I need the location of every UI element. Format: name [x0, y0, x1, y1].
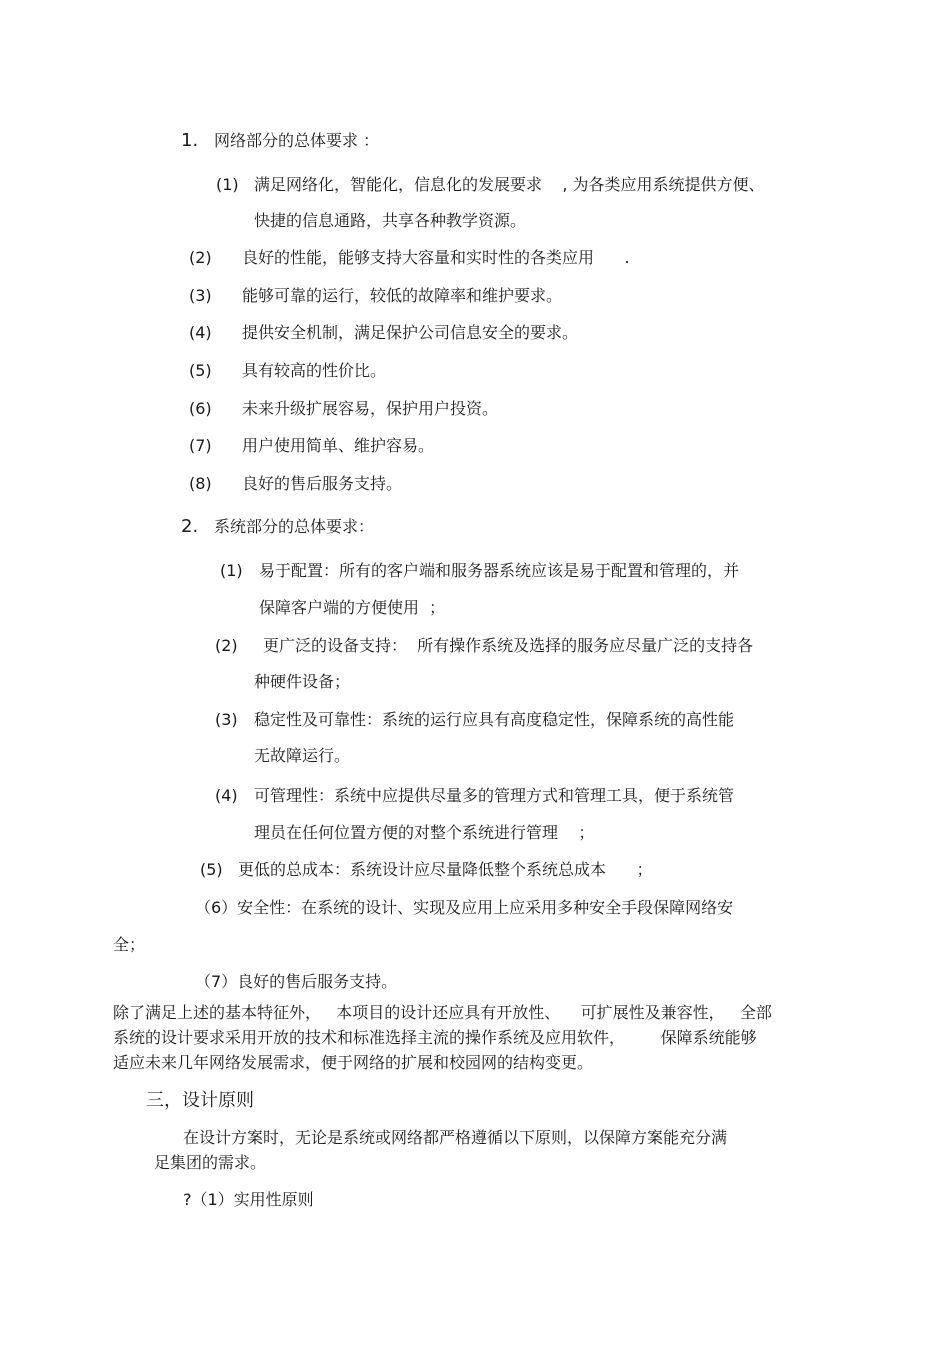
system-item-1-number: (1) [220, 561, 243, 580]
network-item-2-text: 良好的性能，能够支持大容量和实时性的各类应用 . [242, 248, 630, 267]
system-item-2-number: (2) [215, 636, 238, 655]
network-item-8-text: 良好的售后服务支持。 [242, 474, 403, 493]
system-item-3-line1: 稳定性及可靠性：系统的运行应具有高度稳定性，保障系统的高性能 [254, 710, 735, 729]
network-item-3-text: 能够可靠的运行，较低的故障率和维护要求。 [242, 286, 563, 305]
system-item-3-line2: 无故障运行。 [254, 746, 351, 765]
section-number-2: 2. [181, 516, 199, 537]
network-item-5-number: (5) [189, 361, 212, 380]
network-item-1-line2: 快捷的信息通路，共享各种教学资源。 [254, 211, 527, 230]
principles-intro-line-2: 足集团的需求。 [154, 1153, 267, 1172]
system-item-5-text: 更低的总成本：系统设计应尽量降低整个系统总成本 ； [238, 860, 653, 879]
network-item-1-number: (1) [216, 175, 239, 194]
network-item-8-number: (8) [189, 474, 212, 493]
principles-heading: 三，设计原则 [146, 1090, 254, 1111]
principles-intro-line-1: 在设计方案时，无论是系统或网络都严格遵循以下原则，以保障方案能充分满 [183, 1128, 728, 1147]
network-item-1-line1: 满足网络化，智能化，信息化的发展要求 , 为各类应用系统提供方便、 [254, 175, 765, 194]
network-item-7-number: (7) [189, 436, 212, 455]
network-item-5-text: 具有较高的性价比。 [242, 361, 387, 380]
system-heading: 系统部分的总体要求： [214, 517, 375, 536]
system-item-1-line2: 保障客户端的方便使用 ； [259, 598, 446, 617]
summary-line-3: 适应未来几年网络发展需求，便于网络的扩展和校园网的结构变更。 [113, 1053, 594, 1072]
system-item-7-text: （7）良好的售后服务支持。 [195, 972, 398, 991]
system-item-6-line1: （6）安全性：在系统的设计、实现及应用上应采用多种安全手段保障网络安 [195, 898, 734, 917]
system-item-2-line2: 种硬件设备； [254, 672, 351, 691]
system-item-4-number: (4) [215, 786, 238, 805]
system-item-2-line1: 更广泛的设备支持： 所有操作系统及选择的服务应尽量广泛的支持各 [263, 636, 754, 655]
network-item-6-text: 未来升级扩展容易，保护用户投资。 [242, 399, 499, 418]
summary-line-2: 系统的设计要求采用开放的技术和标准选择主流的操作系统及应用软件， 保障系统能够 [113, 1028, 757, 1047]
system-item-6-line2: 全； [113, 935, 146, 954]
network-item-2-number: (2) [189, 248, 212, 267]
network-item-4-text: 提供安全机制，满足保护公司信息安全的要求。 [242, 323, 579, 342]
network-heading: 网络部分的总体要求 ： [214, 131, 380, 150]
network-item-7-text: 用户使用简单、维护容易。 [242, 436, 435, 455]
section-number-1: 1. [181, 130, 199, 151]
system-item-4-line2: 理员在任何位置方便的对整个系统进行管理 ； [254, 823, 595, 842]
system-item-3-number: (3) [215, 710, 238, 729]
system-item-5-number: (5) [200, 860, 223, 879]
system-item-4-line1: 可管理性：系统中应提供尽量多的管理方式和管理工具，便于系统管 [254, 786, 735, 805]
network-item-3-number: (3) [189, 286, 212, 305]
system-item-1-line1: 易于配置：所有的客户端和服务器系统应该是易于配置和管理的，并 [259, 561, 740, 580]
network-item-6-number: (6) [189, 399, 212, 418]
summary-line-1: 除了满足上述的基本特征外， 本项目的设计还应具有开放性、 可扩展性及兼容性， 全部 [113, 1003, 772, 1022]
network-item-4-number: (4) [189, 323, 212, 342]
principle-1-title: ?（1）实用性原则 [183, 1190, 314, 1209]
